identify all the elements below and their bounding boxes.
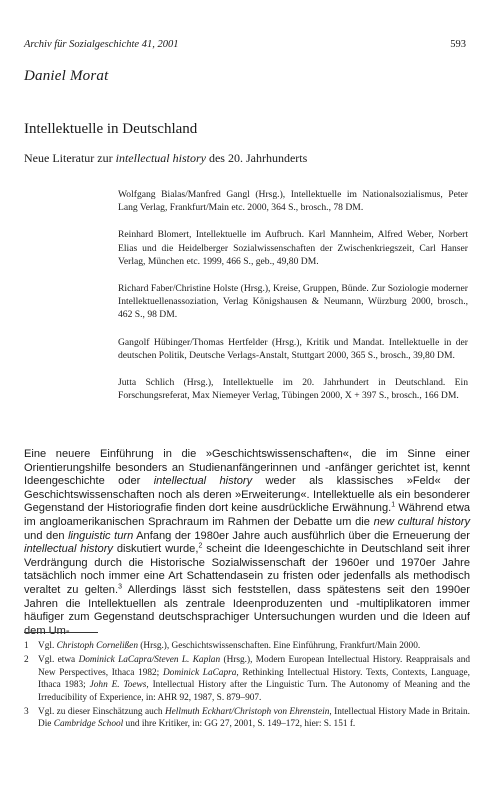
- footnote-part: Vgl. zu dieser Einschätzung auch: [38, 707, 165, 718]
- subtitle-text-after: des 20. Jahrhunderts: [205, 151, 308, 165]
- footnote-text: [38, 706, 470, 731]
- footnote-ref[interactable]: 1: [391, 501, 396, 509]
- reviewed-book: Gangolf Hübinger/Thomas Hertfelder (Hrsg.), Kritik und Mandat. Intellektuelle in der deutschen Politik, Deutsche Verlags-Anstalt, Stuttgart 2000, 365 S., brosch., 39,80 DM.: [118, 336, 468, 361]
- footnote-divider: [24, 632, 98, 633]
- footnote-part: und ihre Kritiker, in: GG 27, 2001, S. 149–172, hier: S. 151 f.: [123, 719, 356, 730]
- footnote-italic: Hellmuth Eckhart/Christoph von Ehrenstein: [164, 707, 330, 718]
- footnote-part: , Intellectual History after the Linguistic Turn. The Autonomy of Meaning and the Irreducibility of Experience, in: AHR 92, 1987, S. 879–907.: [38, 680, 470, 703]
- footnote-part: , Rethinking Intellectual History. Texts, Contexts, Language, Ithaca 1983;: [38, 667, 471, 691]
- footnote-italic: Cambridge School: [53, 719, 124, 730]
- footnote-part: Vgl.: [38, 641, 57, 651]
- footnote-ref[interactable]: 3: [118, 583, 122, 591]
- body-paragraph: [24, 448, 470, 638]
- reviewed-book: Richard Faber/Christine Holste (Hrsg.), Kreise, Gruppen, Bünde. Zur Soziologie moderner Intellektuellenassoziation, Verlag Königshausen & Neumann, Würzburg 2000, brosch., 462 S., 98 DM.: [118, 283, 468, 321]
- article-subtitle: [24, 151, 307, 166]
- body-italic: intellectual history: [24, 543, 113, 556]
- subtitle-italic: intellectual history: [115, 151, 206, 165]
- footnote-text: [38, 654, 470, 704]
- footnote-part: (Hrsg.), Geschichtswissenschaften. Eine Einführung, Frankfurt/Main 2000.: [137, 641, 421, 651]
- reviewed-book: Reinhard Blomert, Intellektuelle im Aufbruch. Karl Mannheim, Alfred Weber, Norbert Elias und die Heidelberger Sozialwissenschaften der Zwischenkriegszeit, Carl Hanser Verlag, München etc. 1999, 466 S., geb., 49,80 DM.: [118, 229, 468, 267]
- body-italic: intellectual history: [153, 475, 253, 488]
- footnotes: [24, 640, 470, 733]
- footnote-italic: John E. Toews: [89, 680, 147, 691]
- footnote-italic: Dominick LaCapra/Steven L. Kaplan: [78, 655, 221, 666]
- body-text: Eine neuere Einführung in die »Geschichtswissenschaften«, die im Sinne einer Orientierungshilfe besonders an Studienanfängerinnen und -anfänger gerichtet ist, kennt Ideengeschichte oder: [24, 448, 470, 488]
- reviewed-book: Jutta Schlich (Hrsg.), Intellektuelle im 20. Jahrhundert in Deutschland. Ein Forschungsreferat, Max Niemeyer Verlag, Tübingen 2000, X + 397 S., brosch., 166 DM.: [118, 377, 468, 402]
- footnote-ref[interactable]: 2: [198, 542, 203, 550]
- footnote-italic: Christoph Cornelißen: [56, 641, 138, 651]
- body-text: scheint die Ideengeschichte in Deutschland seit ihrer Verdrängung durch die Historische Sozialwissenschaft der 1960er und 1970er Jahre tatsächlich noch immer eine Art Schattendasein zu fristen oder jedenfalls als methodisch veraltet zu gelten.: [24, 543, 471, 596]
- footnote: [24, 654, 470, 704]
- footnote-part: (Hrsg.), Modern European Intellectual History. Reappraisals and New Perspectives, Ithaca 1982;: [38, 655, 471, 678]
- body-text: Allerdings lässt sich feststellen, dass spätestens seit den 1990er Jahren die Intellektuellen als zentrale Ideenproduzenten und -multiplikatoren immer häufiger zum Gegenstand deutschsprachiger Untersuchungen wurden und die Ideen auf dem Um-: [24, 583, 470, 637]
- footnote-text: [38, 640, 470, 652]
- body-italic: new cultural history: [373, 515, 471, 528]
- subtitle-text-before: Neue Literatur zur: [24, 151, 116, 165]
- reviewed-book: Wolfgang Bialas/Manfred Gangl (Hrsg.), Intellektuelle im Nationalsozialismus, Peter Lang Verlag, Frankfurt/Main etc. 2000, 364 S., brosch., 78 DM.: [118, 189, 468, 214]
- footnote-part: Vgl. etwa: [38, 655, 79, 666]
- footnote-part: , Intellectual History Made in Britain. Die: [38, 707, 470, 730]
- page-number: 593: [450, 39, 466, 50]
- running-head: Archiv für Sozialgeschichte 41, 2001: [24, 39, 179, 50]
- footnote-number: 2: [24, 655, 29, 666]
- footnote-number: 3: [24, 707, 29, 718]
- reviewed-books-list: [118, 188, 468, 416]
- article-title: Intellektuelle in Deutschland: [24, 121, 198, 137]
- author-name: Daniel Morat: [24, 68, 109, 84]
- footnote: [24, 640, 470, 652]
- footnote-number: 1: [24, 641, 29, 651]
- body-text: weder als klassisches »Feld« der Geschichtswissenschaften noch als deren »Erweiterung«. Intellektuelle als ein besonderer Gegenstand der Historiografie finden dort keine ausdrückliche Erwähnung.: [24, 475, 471, 515]
- body-text: und den: [24, 529, 69, 542]
- body-italic: linguistic turn: [68, 529, 134, 542]
- body-text: diskutiert wurde,: [112, 543, 199, 556]
- footnote: [24, 706, 470, 731]
- footnote-italic: Dominick LaCapra: [162, 667, 237, 678]
- body-text: Anfang der 1980er Jahre auch ausführlich über die Erneuerung der: [133, 529, 470, 542]
- body-text: Während etwa im angloamerikanischen Sprachraum im Rahmen der Debatte um die: [24, 502, 470, 528]
